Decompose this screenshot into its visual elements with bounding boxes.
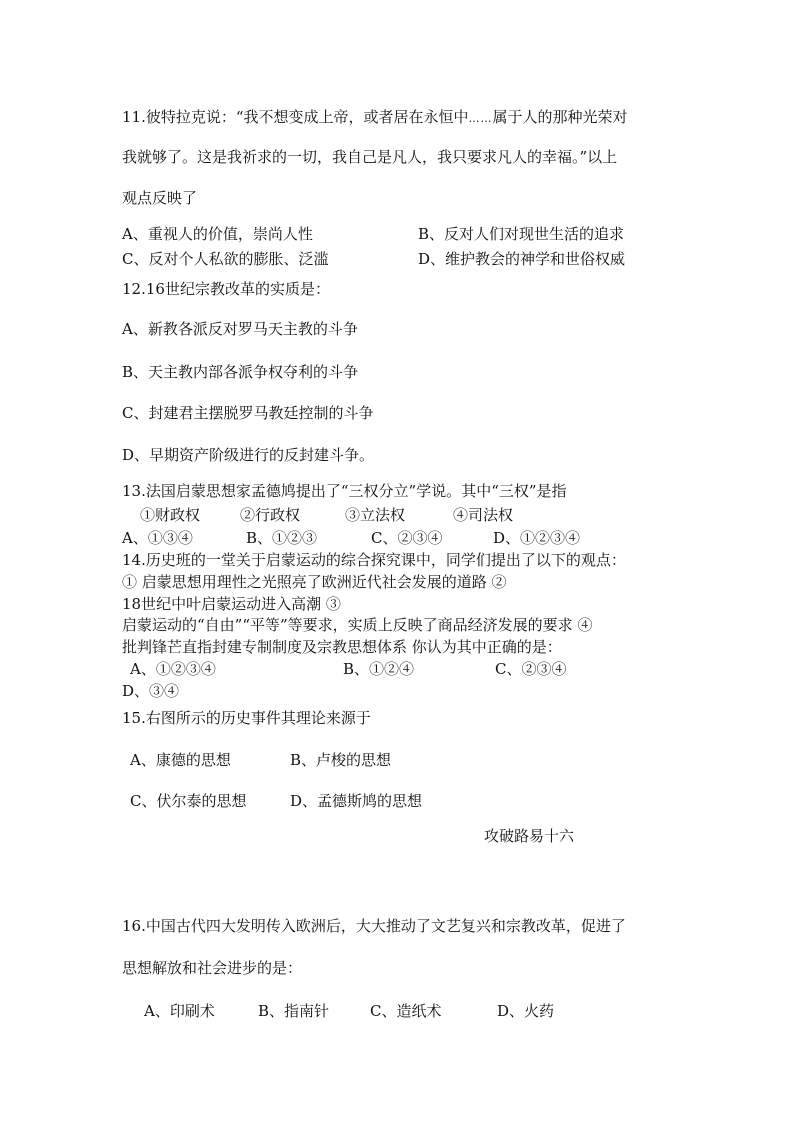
q15-cropped-image-caption: 攻破路易十六 [484,827,575,845]
q12-option-a: A、新教各派反对罗马天主教的斗争 [122,320,358,338]
q11-line1-part1: 11.彼特拉克说：“我不想变成上帝，或者居在永恒中 [122,108,469,126]
q14-option-a: A、①②③④ [130,660,216,678]
q13-item-4: ④司法权 [453,506,514,524]
q13-option-b: B、①②③ [246,529,318,547]
q13-option-c: C、②③④ [371,529,443,547]
q11-option-d: D、维护教会的神学和世俗权威 [418,250,626,268]
q15-option-b: B、卢梭的思想 [290,751,392,769]
q16-option-a: A、印刷术 [144,1002,215,1020]
q12-option-d: D、早期资产阶级进行的反封建斗争。 [122,446,375,464]
q11-option-a: A、重视人的价值，崇尚人性 [122,225,313,243]
q15-option-d: D、孟德斯鸠的思想 [290,792,423,810]
q14-stem-line2: ① 启蒙思想用理性之光照亮了欧洲近代社会发展的道路 ② [122,573,507,591]
q16-stem-line2: 思想解放和社会进步的是： [122,959,303,977]
q14-stem-line3: 18世纪中叶启蒙运动进入高潮 ③ [122,595,341,613]
q15-option-c: C、伏尔泰的思想 [130,792,247,810]
q13-option-d: D、①②③④ [493,529,581,547]
q16-stem-line1: 16.中国古代四大发明传入欧洲后，大大推动了文艺复兴和宗教改革，促进了 [122,917,626,935]
q16-option-c: C、造纸术 [370,1002,442,1020]
q14-stem-line4: 启蒙运动的“自由”“平等”等要求，实质上反映了商品经济发展的要求 ④ [122,616,593,634]
q15-stem: 15.右图所示的历史事件其理论来源于 [122,709,371,727]
q16-option-b: B、指南针 [258,1002,330,1020]
q12-option-b: B、天主教内部各派争权夺利的斗争 [122,363,359,381]
q15-option-a: A、康德的思想 [130,751,231,769]
q14-option-c: C、②③④ [495,660,567,678]
q11-stem-line1 [122,107,628,129]
q14-option-b: B、①②④ [343,660,415,678]
q14-option-d: D、③④ [122,682,180,700]
q14-stem-line1: 14.历史班的一堂关于启蒙运动的综合探究课中，同学们提出了以下的观点： [122,551,626,569]
q13-item-1: ①财政权 [140,506,201,524]
q11-line1-part2: 属于人的那种光荣对 [492,108,628,126]
q14-stem-line5: 批判锋芒直指封建专制制度及宗教思想体系 你认为其中正确的是： [122,638,562,656]
q11-ellipsis: …… [468,112,493,125]
q13-option-a: A、①③④ [122,529,193,547]
q11-option-c: C、反对个人私欲的膨胀、泛滥 [122,250,329,268]
q11-stem-line3: 观点反映了 [122,189,198,207]
q13-stem: 13.法国启蒙思想家孟德鸠提出了“三权分立”学说。其中“三权”是指 [122,482,567,500]
q12-option-c: C、封建君主摆脱罗马教廷控制的斗争 [122,404,374,422]
q13-item-3: ③立法权 [345,506,406,524]
q11-option-b: B、反对人们对现世生活的追求 [418,225,625,243]
q12-stem: 12.16世纪宗教改革的实质是： [122,280,330,298]
q13-item-2: ②行政权 [240,506,301,524]
q11-stem-line2: 我就够了。这是我祈求的一切，我自己是凡人，我只要求凡人的幸福。”以上 [122,148,618,166]
q16-option-d: D、火药 [497,1002,555,1020]
